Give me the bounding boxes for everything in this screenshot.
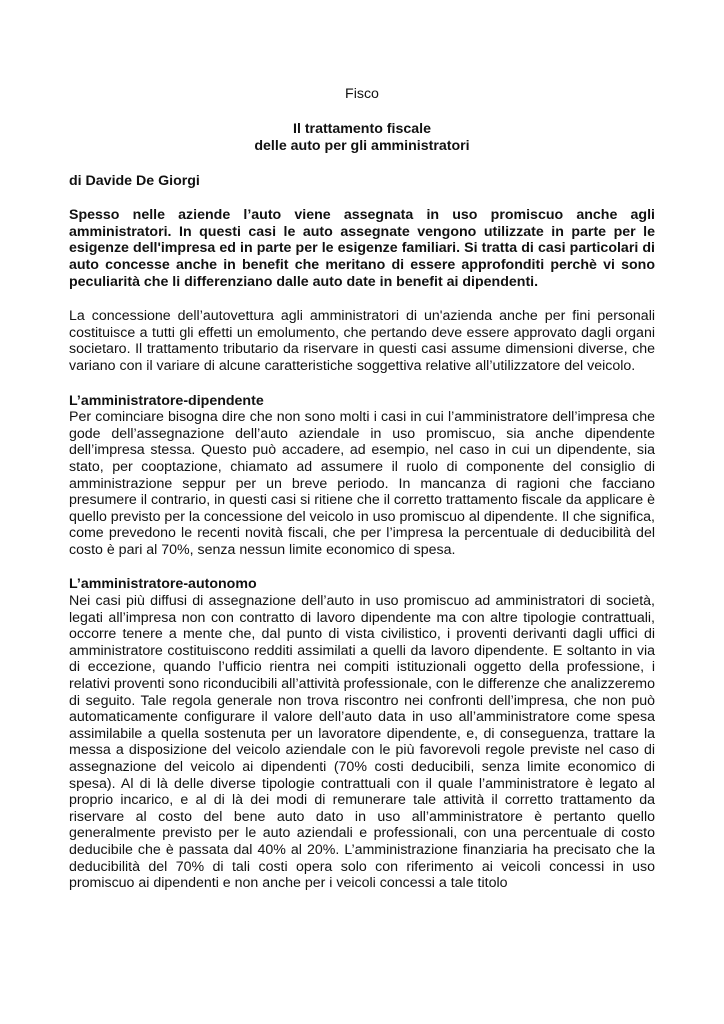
section-heading-dipendente: L’amministratore-dipendente <box>69 392 264 409</box>
lead-paragraph: Spesso nelle aziende l’auto viene assegnata in uso promiscuo anche agli amministratori. In questi casi le auto assegnate vengono utilizzate in parte per le esigenze dell'impresa ed in parte per le esigenze familiari. Si tratta di casi particolari di auto concesse anche in benefit che meritano di essere approfonditi perchè vi sono peculiarità che li differenziano dalle auto date in benefit ai dipendenti. <box>69 207 655 290</box>
section-heading-autonomo: L’amministratore-autonomo <box>69 576 257 593</box>
document-page <box>69 86 655 892</box>
title-line-1: Il trattamento fiscale <box>293 120 431 137</box>
title-line-2: delle auto per gli amministratori <box>254 137 470 154</box>
section-text-dipendente: Per cominciare bisogna dire che non sono molti i casi in cui l’amministratore dell’impresa che gode dell’assegnazione dell’auto aziendale in uso promiscuo, sia anche dipendente dell’impresa stessa. Questo può accadere, ad esempio, nel caso in cui un dipendente, sia stato, per cooptazione, chiamato ad assumere il ruolo di componente del consiglio di amministrazione seppur per un breve periodo. In mancanza di ragioni che facciano presumere il contrario, in questi casi si ritiene che il corretto trattamento fiscale da applicare è quello previsto per la concessione del veicolo in uso promiscuo al dipendente. Il che significa, come prevedono le recenti novità fiscali, che per l’impresa la percentuale di deducibilità del costo è pari al 70%, senza nessun limite economico di spesa. <box>69 409 655 558</box>
section-text-autonomo: Nei casi più diffusi di assegnazione dell’auto in uso promiscuo ad amministratori di società, legati all’impresa non con contratto di lavoro dipendente ma con altre tipologie contrattuali, occorre tenere a mente che, dal punto di vista civilistico, i proventi derivanti dagli uffici di amministratore costituiscono redditi assimilati a quelli da lavoro dipendente. E soltanto in via di eccezione, quando l’ufficio rientra nei compiti istituzionali oggetto della professione, i relativi proventi sono riconducibili all’attività professionale, con le differenze che analizzeremo di seguito. Tale regola generale non trova riscontro nei confronti dell’impresa, che non può automaticamente configurare il valore dell’auto data in uso all’amministratore come spesa assimilabile a quella sostenuta per un lavoratore dipendente, e, di conseguenza, trattare la messa a disposizione del veicolo aziendale con le più favorevoli regole previste nel caso di assegnazione del veicolo ai dipendenti (70% costi deducibili, senza limite economico di spesa). Al di là delle diverse tipologie contrattuali con il quale l’amministratore è legato al proprio incarico, e al di là dei modi di remunerare tale attività il corretto trattamento da riservare al costo del bene auto dato in uso all’amministratore è pertanto quello generalmente previsto per le auto aziendali e professionali, con una percentuale di costo deducibile che è passata dal 40% al 20%. L’amministrazione finanziaria ha precisato che la deducibilità del 70% di tali costi opera solo con riferimento ai veicoli concessi in uso promiscuo ai dipendenti e non anche per i veicoli concessi a tale titolo <box>69 593 655 892</box>
section-label: Fisco <box>345 86 379 102</box>
author-byline: di Davide De Giorgi <box>69 172 200 189</box>
article-title <box>69 121 655 155</box>
intro-paragraph: La concessione dell’autovettura agli amministratori di un'azienda anche per fini personali costituisce a tutti gli effetti un emolumento, che pertando deve essere approvato dagli organi societaro. Il trattamento tributario da riservare in questi casi assume dimensioni diverse, che variano con il variare di alcune caratteristiche soggettiva relative all’utilizzatore del veicolo. <box>69 308 655 374</box>
